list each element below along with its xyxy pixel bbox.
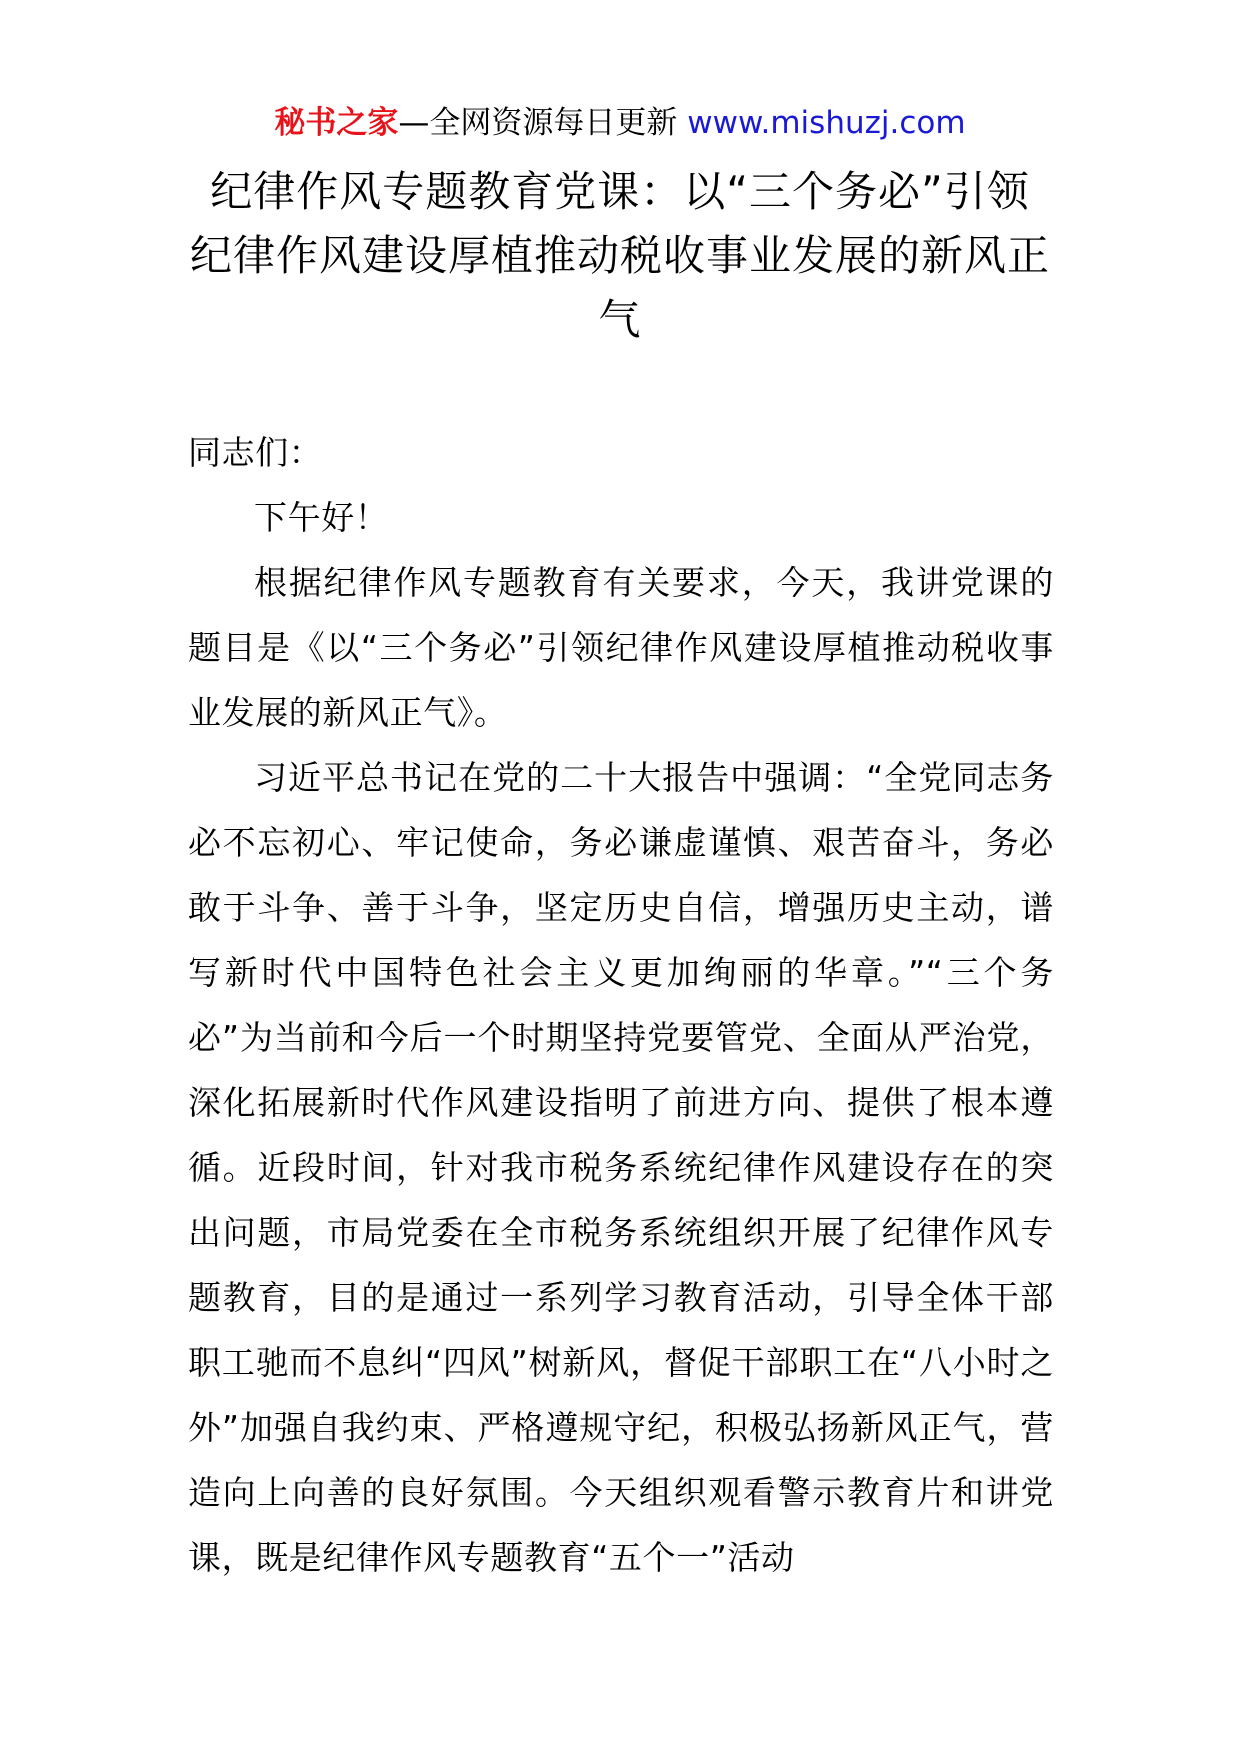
brand-name: 秘书之家 (274, 105, 399, 141)
header-tagline: —全网资源每日更新 (398, 105, 688, 141)
salutation: 同志们： (188, 433, 323, 472)
paragraph-main: 习近平总书记在党的二十大报告中强调：“全党同志务必不忘初心、牢记使命，务必谦虚谨慎、艰苦奋斗，务必敢于斗争、善于斗争，坚定历史自信，增强历史主动，谱写新时代中国特色社会主义更加绚丽的华章。”“三个务必”为当前和今后一个时期坚持党要管党、全面从严治党，深化拓展新时代作风建设指明了前进方向、提供了根本遵循。近段时间，针对我市税务系统纪律作风建设存在的突出问题，市局党委在全市税务系统组织开展了纪律作风专题教育，目的是通过一系列学习教育活动，引导全体干部职工驰而不息纠“四风”树新风，督促干部职工在“八小时之外”加强自我约束、严格遵规守纪，积极弘扬新风正气，营造向上向善的良好氛围。今天组织观看警示教育片和讲党课，既是纪律作风专题教育“五个一”活动 (188, 758, 1054, 1577)
site-header (0, 100, 1240, 146)
document-title: 纪律作风专题教育党课：以“三个务必”引领纪律作风建设厚植推动税收事业发展的新风正气 (190, 167, 1051, 344)
paragraph-topic: 根据纪律作风专题教育有关要求，今天，我讲党课的题目是《以“三个务必”引领纪律作风建设厚植推动税收事业发展的新风正气》。 (188, 563, 1054, 732)
paragraph-greeting: 下午好！ (254, 498, 389, 537)
document-body (188, 420, 1054, 1590)
site-url-link[interactable]: www.mishuzj.com (687, 105, 966, 141)
